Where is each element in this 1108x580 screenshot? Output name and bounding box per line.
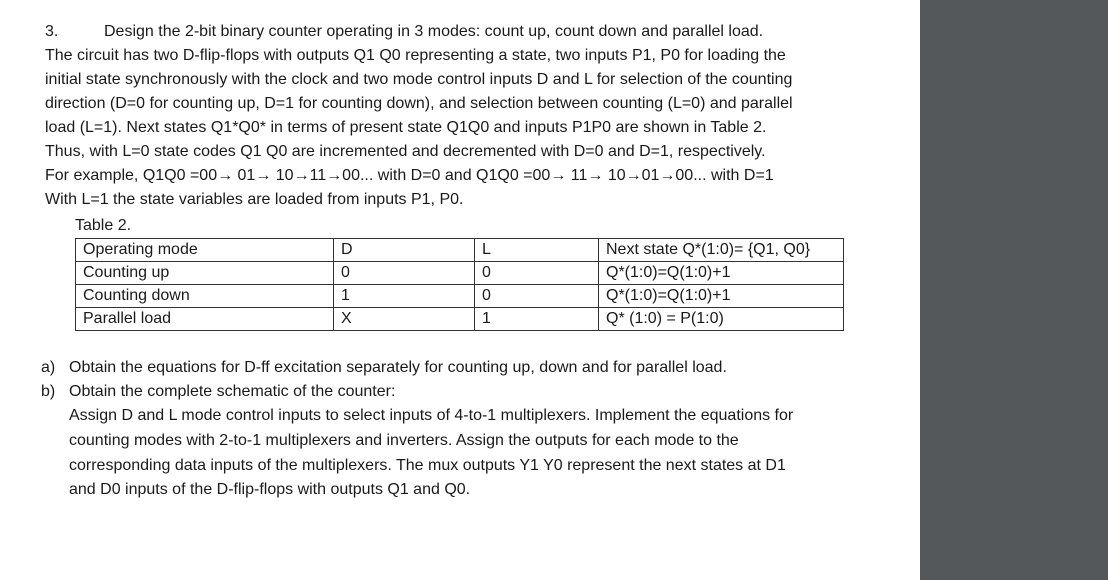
table-cell: D (334, 239, 475, 262)
problem-line-4: direction (D=0 for counting up, D=1 for counting down), and selection between counting (L=0) and parallel (45, 95, 793, 112)
table-cell: 1 (475, 308, 599, 331)
table-cell: L (475, 239, 599, 262)
task-a-line-1: Obtain the equations for D-ff excitation separately for counting up, down and for parallel load. (69, 359, 727, 376)
table-cell: 0 (475, 285, 599, 308)
problem-line-1: Design the 2-bit binary counter operating in 3 modes: count up, count down and parallel load. (104, 23, 764, 40)
table-cell: Q*(1:0)=Q(1:0)+1 (599, 285, 844, 308)
table-cell: Counting down (76, 285, 334, 308)
task-a-label: a) (41, 359, 56, 376)
table-cell: Next state Q*(1:0)= {Q1, Q0} (599, 239, 844, 262)
table-cell: Q* (1:0) = P(1:0) (599, 308, 844, 331)
table-cell: Parallel load (76, 308, 334, 331)
problem-line-3: initial state synchronously with the clock and two mode control inputs D and L for selection of the counting (45, 71, 793, 88)
table-row (76, 285, 844, 308)
table-caption: Table 2. (75, 217, 132, 234)
table-cell: Operating mode (76, 239, 334, 262)
task-b-label: b) (41, 383, 56, 400)
task-b-line-2: Assign D and L mode control inputs to select inputs of 4-to-1 multiplexers. Implement the equations for (69, 407, 794, 424)
table-cell: 1 (334, 285, 475, 308)
table-row (76, 262, 844, 285)
task-b-line-4: corresponding data inputs of the multiplexers. The mux outputs Y1 Y0 represent the next states at D1 (69, 457, 786, 474)
table-header-row (76, 239, 844, 262)
task-b-line-3: counting modes with 2-to-1 multiplexers and inverters. Assign the outputs for each mode to the (69, 432, 739, 449)
mode-table (75, 238, 844, 331)
problem-line-5: load (L=1). Next states Q1*Q0* in terms of present state Q1Q0 and inputs P1P0 are shown in Table 2. (45, 119, 767, 136)
side-panel (920, 0, 1108, 580)
table-cell: X (334, 308, 475, 331)
table-cell: Q*(1:0)=Q(1:0)+1 (599, 262, 844, 285)
table-row (76, 308, 844, 331)
task-b-line-5: and D0 inputs of the D-flip-flops with outputs Q1 and Q0. (69, 481, 471, 498)
problem-number: 3. (45, 23, 59, 40)
table-cell: Counting up (76, 262, 334, 285)
table-cell: 0 (475, 262, 599, 285)
problem-line-2: The circuit has two D-flip-flops with outputs Q1 Q0 representing a state, two inputs P1, P0 for loading the (45, 47, 786, 64)
problem-line-6: Thus, with L=0 state codes Q1 Q0 are incremented and decremented with D=0 and D=1, respectively. (45, 143, 766, 160)
task-b-line-1: Obtain the complete schematic of the counter: (69, 383, 396, 400)
problem-line-8: With L=1 the state variables are loaded from inputs P1, P0. (45, 191, 464, 208)
problem-line-7: For example, Q1Q0 =00→ 01→ 10→11→00... with D=0 and Q1Q0 =00→ 11→ 10→01→00... with D=1 (45, 167, 774, 184)
table-cell: 0 (334, 262, 475, 285)
